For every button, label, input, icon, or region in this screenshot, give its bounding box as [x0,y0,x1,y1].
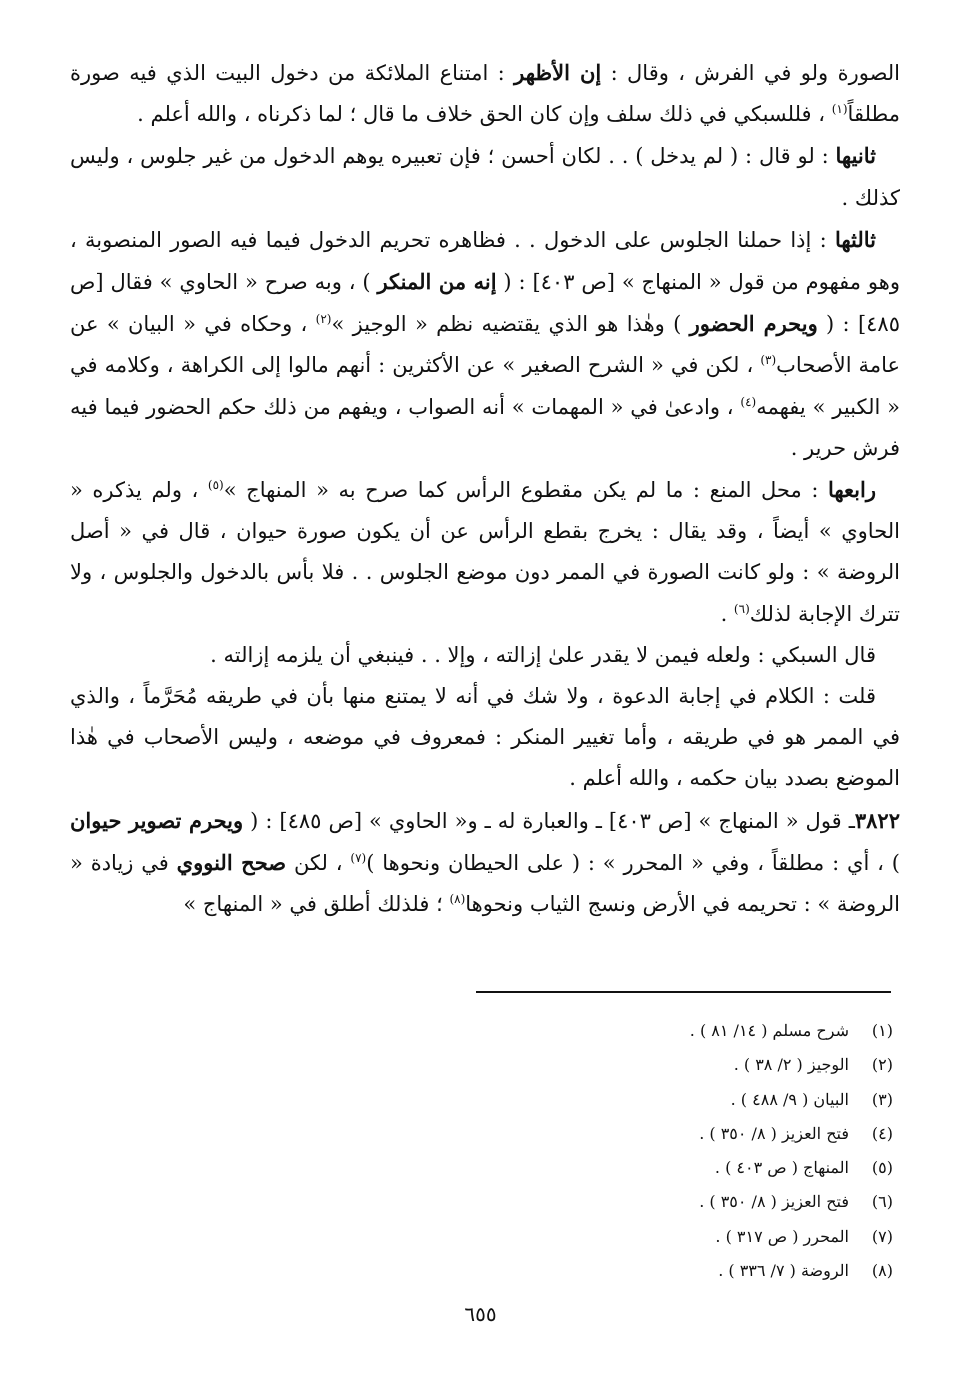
text-run: . [720,601,734,626]
paragraph [70,469,900,635]
footnote-number: (٦) [871,1192,893,1212]
text-run: ، وادعىٰ في « المهمات » أنه الصواب ، ويفهم من ذلك حكم الحضور فيما فيه فرش حرير . [70,394,900,460]
bold-term: إنه من المنكر [377,269,497,295]
footnote-number: (٢) [871,1055,893,1075]
text-run: ؛ فلذلك أطلق في « المنهاج » [183,892,450,917]
paragraph [70,52,900,135]
footnote-text: فتح العزيز ( ٨/ ٣٥٠ ) . [699,1123,849,1143]
footnote-ref: (٨) [449,892,466,907]
footnote-ref: (٧) [350,850,367,865]
text-run: ، ولم يذكره « الحاوي » أيضاً ، وقد يقال : يخرج بقطع الرأس عن أن يكون صورة حيوان ، قال في « أصل الروضة » : ولو كانت الصورة في الممر دون موضع الجلوس . . فلا بأس بالدخول والجلوس ، ولا تترك الإجابة لذلك [70,478,900,626]
footnote-text: فتح العزيز ( ٨/ ٣٥٠ ) . [699,1192,849,1212]
text-run: قلت : الكلام في إجابة الدعوة ، ولا شك في أنه لا يمتنع منها بأن في طريقه مُحَرَّماً ، والذي في الممر هو في طريقه ، وأما تغيير المنكر : فمعروف في موضعه ، وليس الأصحاب في هٰذا الموضع بصدد بيان حكمه ، والله أعلم . [70,684,901,791]
text-run: ـ قول « المنهاج » [ص ٤٠٣] ـ والعبارة له ـ و« الحاوي » [ص ٤٨٥] : ( [243,808,855,833]
page-number: ٦٥٥ [464,1302,497,1326]
footnote-ref: (١) [831,102,848,117]
footnote-number: (٣) [871,1089,893,1109]
footnote-number: (٨) [871,1261,893,1281]
footnote-ref: (٢) [315,312,332,327]
bold-term: ويحرم تصوير حيوان [70,807,244,833]
bold-term: ٣٨٢٢ [854,807,900,833]
footnote-text: البيان ( ٩/ ٤٨٨ ) . [730,1089,849,1109]
paragraph [70,635,900,676]
text-run: في زيادة « الروضة » : تحريمه في الأرض ونسج الثياب ونحوها [70,850,900,917]
text-run: ، فللسبكي في ذلك سلف وإن كان الحق خلاف ما قال ؛ لما ذكرناه ، والله أعلم . [137,102,832,127]
paragraph [70,800,900,926]
footnote-item [393,1151,893,1185]
text-run: ) وهٰذا هو الذي يقتضيه نظم « الوجيز » [331,312,690,337]
bold-term: رابعها [827,477,876,503]
footnote-number: (٧) [871,1226,893,1246]
text-run: : إذا حملنا الجلوس على الدخول . . فظاهره تحريم الدخول فيما فيه الصور المنصوبة ، وهو مفهوم من قول « المنهاج » [ص ٤٠٣] : ( [70,227,900,295]
text-run: : امتناع الملائكة من دخول البيت الذي فيه صورة مطلقاً [70,61,900,127]
footnote-text: شرح مسلم ( ١٤/ ٨١ ) . [689,1021,849,1040]
footnote-separator [476,991,891,993]
text-run: : لو قال : ( لم يدخل ) . . لكان أحسن ؛ فإن تعبيره يوهم الدخول من غير جلوس ، وليس كذلك . [70,144,900,210]
footnote-text: الروضة ( ٧/ ٣٣٦ ) . [718,1261,849,1281]
paragraph [70,219,900,469]
footnote-item [393,1048,893,1082]
bold-term: ويحرم الحضور [689,311,818,337]
footnote-ref: (٥) [207,478,224,493]
paragraph [70,676,900,800]
footnote-ref: (٣) [760,353,777,368]
text-run: : محل المنع : ما لم يكن مقطوع الرأس كما صرح به « المنهاج » [223,478,828,503]
text-run: ، لكن [286,850,351,875]
footnote-number: (١) [871,1021,893,1040]
footnote-text: الوجيز ( ٢/ ٣٨ ) . [733,1055,849,1075]
footnote-item [393,1220,893,1254]
footnote-item [393,1083,893,1117]
bold-term: ثانيها [835,143,876,169]
footnote-item [393,1254,893,1288]
footnote-item [393,1117,893,1151]
footnote-text: المنهاج ( ص ٤٠٣ ) . [714,1158,849,1178]
bold-term: صحح النووي [176,849,287,875]
footnote-number: (٥) [871,1158,893,1178]
main-text [70,52,900,925]
text-run: الصورة ولو في الفرش ، وقال : [601,61,901,85]
footnote-ref: (٦) [733,601,750,616]
footnotes-list [393,1014,893,1288]
page-body [70,52,900,925]
bold-term: إن الأظهر [514,60,602,85]
bold-term: ثالثها [834,226,876,252]
text-run: ) ، وبه صرح « الحاوي » فقال [ص ٤٨٥] : ( [70,270,900,337]
text-run: قال السبكي : ولعله فيمن لا يقدر علىٰ إزالته ، وإلا . . فينبغي أن يلزمه إزالته . [210,642,876,667]
footnote-ref: (٤) [740,394,757,409]
text-run: ، وحكاه في « البيان » عن عامة الأصحاب [70,312,900,378]
footnote-number: (٤) [871,1123,893,1143]
text-run: ، لكن في « الشرح الصغير » عن الأكثرين : أنهم مالوا إلى الكراهة ، وكلامه في « الكبير » يفهمه [70,353,900,419]
paragraph [70,135,900,218]
footnote-item [393,1185,893,1219]
text-run: ) ، أي : مطلقاً ، وفي « المحرر » : ( على الحيطان ونحوها ) [366,850,900,875]
footnote-text: المحرر ( ص ٣١٧ ) . [715,1226,849,1246]
footnote-item [393,1014,893,1048]
